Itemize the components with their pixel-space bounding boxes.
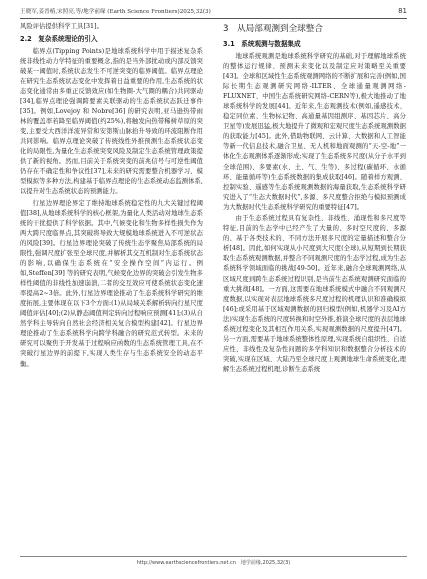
paragraph-observation-networks: 地球系统观测是地球系统科学研究的基础,对于理解地球系统的整体运行规律、预测未来变化以及制定应对策略至关重要[43]。全球和区域性生态系统观测网络的不断扩展和完善(例如,国际长期生态观测研究网络-ILTER、全球通量观测网络-FLUXNET、中国生态系统研究网络-CERN等),极大地推动了地球系统科学的发展[44]。近年来,生态观测技术(例如,遥感技术、稳定同位素、生物标记物、高通量基因组测序、基因芯片、高分卫星等)发展迅猛,极大地提升了微观和宏观尺度生态系统观测数据的获取能力[45]。此外,借助物联网、云计算、大数据和人工智能等新一代信息技术,融合卫星、无人机和地面观测的“天-空-地”一体化生态观测体系逐渐形成;实现了生态系统多尺度(从分子水平到全球范围)、多要素(水、土、气、生等)、多过程(碳循环、水循环、能量循环等)生态系统数据的集成获取[46]。随着样方观测、控制实验、遥感等生态系统观测数据的海量获取,生态系统科学研究进入了“生态大数据时代”,多源、多尺度整合拒绝与模拟预测成为大数据时代生态系统科学研究的重要特征[47]。	[223, 53, 406, 211]
header-citation: 王晓军,姜晋椿,宋照亮,等/地学前缘 (Earth Science Frontiers)2025,32(3)	[20, 9, 211, 15]
left-column	[20, 22, 203, 552]
right-column	[223, 22, 406, 552]
paragraph-planetary-boundaries: 行星边界理论界定了维持地球系统稳定性的九大关键过程阈值[38],从地球系统科学的核心框架,为量化人类活动对地球生态系统的干扰提供了科学依据。其中,气候变化和生物多样性损失作为两大跨尺度临界点,其突破将导致大规模地球系统进入不可逆状态的风险[39]。行星边界理论突破了传统生态学聚焦局部系统的局限性,强调尺度扩张至全球尺度,并解析其交互机制对生态系统状态的影响,以确保生态系统在“安全操作空间”内运行。例如,Steffen[39] 等的研究表明,气候变化边界的突破会引发生物多样性阈值的非线性加速崩溃,二者的交互效应可使系统状态变化速率提高2~3倍。此外,行星边界理论推动了生态系统科学研究的维度拓展,主要体现在以下3个方面:(1)从局域关系解析转向行星尺度阈值评估[40];(2)从静态阈值判定转向过程响应预测[41];(3)从自然学科主导转向自然社会经济相关复合模型构建[42]。行星边界理论推动了生态系统科学向跨学科融合的研究范式转型。未来的研究可以聚焦于开发基于过程响应函数的生态系统管理工具,在不突破行星边界的前提下,实现人类生存与生态系统安全的动态平衡。	[20, 199, 203, 368]
paragraph-tipping-points: 临界点(Tipping Points)是地球系统科学中用于描述复杂系统非线性动力学特征的重要概念,指的是当外部扰动或内部反馈突破某一阈值时,系统状态发生不可逆突变的临界阈值。临界点理论在研究生态系统状态变化中发挥着日益重要的作用,生态系统的状态变化通常由多重正反馈效应(如生物圈-大气圈的耦合)共同驱动[34],临界点理论强调跨要素关联驱动的生态系统状态跃迁事件[35]。例如,Lovejoy 和 Nobre[36] 的研究表明,亚马逊热带雨林的覆盖率若降至临界阈值(约25%),将触发向热带稀树草原的突变,主要受大西洋洋流异常和安第斯山脉抬升导致的环流阻断作用共同影响。临界点理论突破了传统线性外推预测生态系统状态变化的局限性,为量化生态系统突变风险及制定生态系统管理政策提供了新的视角。然而,目前关于系统突变的前兆信号与可逆性阈值仍存在不确定性和争议性[37],未来的研究需要整合机器学习、模型模拟等多种方法,构建基于临界点理论的生态系统动态监测体系,以提升对生态系统状态的预测能力。	[20, 47, 203, 196]
section-heading-3-1: 3.1 系统观测与数据集成	[223, 40, 301, 48]
page-number: 81	[398, 7, 407, 15]
paragraph-continuation: 风险评估提供科学工具[31]。	[20, 23, 103, 30]
header-rule	[20, 18, 407, 19]
section-heading-2-2: 2.2 复杂系统理论的引入	[20, 34, 98, 43]
footer-rule	[20, 556, 407, 557]
paragraph-scaling-integration: 由于生态系统过程具有复杂性、非线性、涌现性和多尺度等特征,目前的生态学中已经产生了大量的、多时空尺度的、多源的、基于各类技术的、不同方法开展多尺度的定量描述和整合分析[48]。因此,如何实现从小尺度到大尺度(全球),从短期到长期获取生态系统观测数据,并整合不同观测尺度的生态学过程,成为生态系统科学领域面临的挑战[49-50]。近年来,融合全球观测网络,从区域尺度到跨生态系统过程识别,是当前生态系统观测研究面临的重大挑战[48]。一方面,这需要在地球系统模式中融合不同观测尺度数据,以实现对表层地球系统多尺度过程的机理认识和准确模拟[46];或采用基于区域观测数据的回归模型(例如,机器学习及AI方法)实现生态系统的尺度转换和时空外推,推演全球尺度的表层地球系统过程变化及其相互作用关系,实现观测数据的尺度提升[47]。另一方面,需要基于地球系统整体性原理,实现系统自组织性、自适应性、非线性及复杂性问题的多学科知识和数据整合分析技术的突破,实现在区域、大陆乃至全球尺度上观测地球生命系统变化,理解生态系统过程机理,诊断生态系统	[223, 215, 406, 373]
running-footer: http://www.earthsciencefrontiers.net.cn 地学前缘,2025,32(3)	[136, 560, 291, 566]
section-heading-3: 3 从局部观测到全球整合	[223, 24, 323, 34]
running-header	[20, 5, 407, 17]
